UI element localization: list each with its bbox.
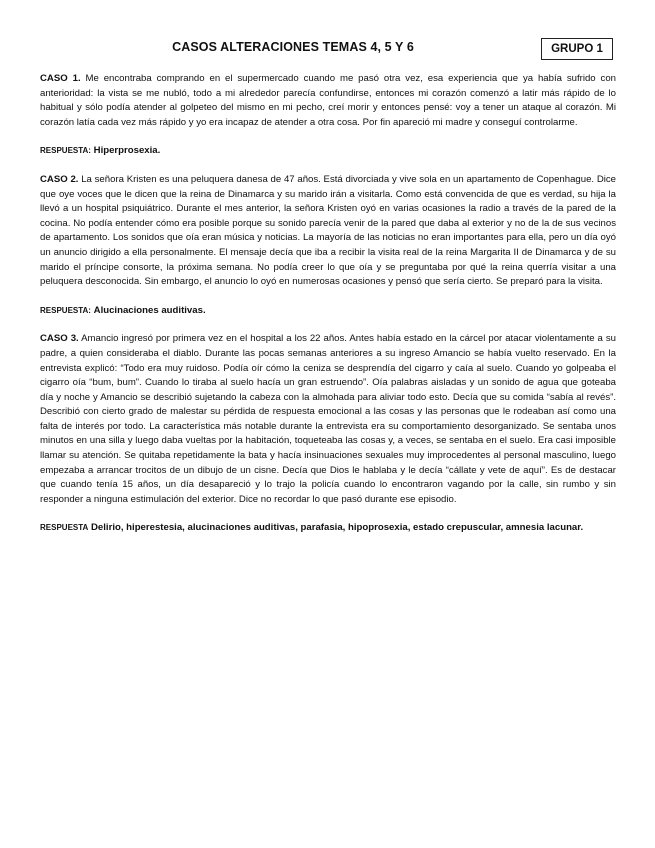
case-1-text: Me encontraba comprando en el supermercado cuando me pasó otra vez, esa experiencia que ya había sufrido con anterioridad: la vista se me nubló, todo a mi alrededor parecía confundirse, entonces mi corazón comenzó a latir más rápido de lo habitual y sólo podía atender al golpeteo del mismo en mi pecho, creí morir y entonces pensé: voy a tener un ataque al corazón. Mi corazón latía cada vez más rápido y yo era incapaz de atender a otra cosa. Por fin apareció mi madre y conseguí controlarme. xyxy=(40,73,616,128)
case-3-answer-label: RESPUESTA xyxy=(40,523,89,533)
case-1-answer-label: RESPUESTA: xyxy=(40,146,91,156)
case-3-answer-text: Delirio, hiperestesia, alucinaciones auditivas, parafasia, hipoprosexia, estado crepuscular, amnesia lacunar. xyxy=(90,522,584,534)
case-3-label: CASO 3. xyxy=(40,333,79,345)
document-title: CASOS ALTERACIONES TEMAS 4, 5 Y 6 xyxy=(172,40,414,54)
case-2-label: CASO 2. xyxy=(40,173,79,185)
case-1-label: CASO 1. xyxy=(40,73,81,84)
case-3-answer xyxy=(40,521,616,536)
document-body xyxy=(40,72,616,550)
case-2-answer-label: RESPUESTA: xyxy=(40,305,91,315)
case-2-paragraph xyxy=(40,173,616,290)
case-1-answer xyxy=(40,144,616,159)
case-2-text: La señora Kristen es una peluquera danesa de 47 años. Está divorciada y vive sola en un apartamento de Copenhague. Dice que oye voces que le dicen que la reina de Dinamarca y su marido irán a visitarla. Como está convencida de que es verdad, su hija la llevó a un hospital psiquiátrico. Durante el mes anterior, la señora Kristen oyó en varias ocasiones la radio a través de la pared de la cocina. No podía entender cómo era posible porque su sonido parecía venir de la pared que daba al exterior y no de la de sus vecinos de apartamento. Los sonidos que oía eran música y noticias. La mayoría de las noticias no eran importantes para ella, pero un día oyó un anuncio dirigido a ella personalmente. El mensaje decía que iba a recibir la visita real de la reina Margarita II de Dinamarca y de su marido el príncipe consorte, la próxima semana. No podía creer lo que oía y se preguntaba por qué la reina querría visitar a una peluquera desconocida. Sin embargo, el anuncio lo oyó en numerosas ocasiones y pensó que sería cierto. Se preparó para la visita. xyxy=(40,173,617,288)
case-3-paragraph xyxy=(40,332,616,507)
group-badge: GRUPO 1 xyxy=(541,38,613,60)
case-3-text: Amancio ingresó por primera vez en el hospital a los 22 años. Antes había estado en la cárcel por atacar violentamente a su padre, a quien consideraba el diablo. Durante las pocas semanas anteriores a su ingreso Amancio se había vuelto reservado. En la entrevista explicó: “Todo era muy ruidoso. Podía oír cómo la ceniza se desprendía del cigarro y caía al suelo. Cuando yo golpeaba el cigarro oía “bum, bum”. Cuando lo tiraba al suelo hacía un gran estruendo”. Oía palabras aisladas y un sonido de agua que goteaba día y noche y Amancio se describió sujetando la cabeza con la almohada para aliviar todo esto. Decía que su comida “sabía al revés”. Describió con cierto grado de malestar su pérdida de respuesta emocional a las cosas y las personas que le rodeaban así como una falta de interés por todo. La característica más notable durante la entrevista era su comportamiento desorganizado. Se sentaba unos minutos en una silla y luego daba vueltas por la habitación, toqueteaba las cosas y, a veces, se sentaba en el suelo. Era casi imposible llamar su atención. Se quitaba repetidamente la bata y hacía insinuaciones sexuales muy improcedentes al personal masculino, luego empezaba a arrancar trocitos de un dibujo de un cisne. Decía que Dios le hablaba y le decía “cállate y vete de aquí”. Es de destacar que cuando tenía 15 años, un día desapareció y lo trajo la policía cuando lo encontraron vagando por la calle, sin rumbo y sin responder a ninguna estimulación del exterior. Dice no recordar lo que pasó durante ese episodio. xyxy=(40,333,616,505)
case-2-answer-text: Alucinaciones auditivas. xyxy=(93,304,206,316)
case-2-answer xyxy=(40,304,616,319)
case-1-answer-text: Hiperprosexia. xyxy=(93,145,161,157)
case-1-paragraph xyxy=(40,72,616,130)
